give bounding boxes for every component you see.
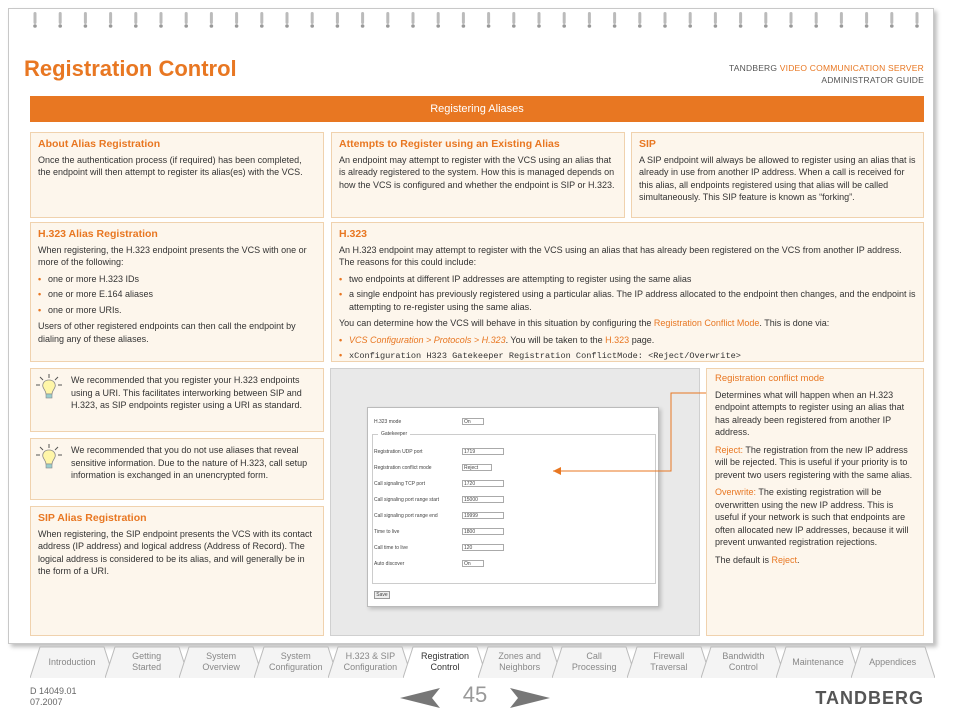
sip-box xyxy=(631,132,924,218)
tip-sensitive-text: We recommended that you do not use aliases that reveal sensitive information. Due to the nature of H.323, call setup information is exchanged in an unencrypted form. xyxy=(71,445,308,480)
registration-udp-port-field[interactable]: 1719 xyxy=(462,448,504,455)
binder-ring xyxy=(537,12,541,28)
binder-ring xyxy=(134,12,138,28)
about-alias-box xyxy=(30,132,324,218)
config-screenshot xyxy=(330,368,700,636)
list-item: • one or more H.323 IDs xyxy=(38,273,316,286)
binder-ring xyxy=(436,12,440,28)
conflict-mode-link[interactable]: Registration Conflict Mode xyxy=(653,318,760,328)
section-banner: Registering Aliases xyxy=(30,96,924,122)
call-time-to-live-field[interactable]: 120 xyxy=(462,544,504,551)
brand-guide: ADMINISTRATOR GUIDE xyxy=(821,75,924,85)
h323-config-text: You can determine how the VCS will behave in this situation by configuring the Registration Conflict Mode. This is done via: xyxy=(339,318,830,328)
tab-registration-control[interactable] xyxy=(403,646,487,678)
tab-label: Bandwidth Control xyxy=(722,651,765,672)
port-range-end-field[interactable]: 19999 xyxy=(462,512,504,519)
tab-system-overview[interactable] xyxy=(179,646,263,678)
tab-label: Firewall Traversal xyxy=(650,651,688,672)
callout-title: Registration conflict mode xyxy=(715,373,825,384)
call-signaling-tcp-port-field[interactable]: 1720 xyxy=(462,480,504,487)
tab-zones-and-neighbors[interactable] xyxy=(478,646,562,678)
tab-getting-started[interactable] xyxy=(105,646,189,678)
registration-conflict-mode-select[interactable]: Reject xyxy=(462,464,492,471)
binder-ring xyxy=(386,12,390,28)
h323-path-list xyxy=(339,334,916,363)
binder-ring xyxy=(789,12,793,28)
h323-mode-label: H.323 mode xyxy=(374,419,402,425)
h323-alias-box xyxy=(30,222,324,362)
document-id: D 14049.01 07.2007 xyxy=(30,686,77,707)
binder-rings xyxy=(29,9,929,31)
sipreg-text: When registering, the SIP endpoint presents the VCS with its contact address (IP address) and logical address (Address of Record). The logical address is considered to be its alias, and will generally be in the form of a URI. xyxy=(38,528,312,576)
tab-label: Getting Started xyxy=(132,651,162,672)
setting-label: Call signaling port range end xyxy=(374,513,438,519)
config-path-link[interactable]: VCS Configuration > Protocols > H.323 xyxy=(349,334,506,345)
binder-ring xyxy=(260,12,264,28)
binder-ring xyxy=(411,12,415,28)
tab-label: Zones and Neighbors xyxy=(498,651,541,672)
binder-ring xyxy=(184,12,188,28)
tab-label: System Configuration xyxy=(269,651,323,672)
save-button[interactable]: Save xyxy=(374,591,390,599)
sip-text: A SIP endpoint will always be allowed to register using an alias that is already in use from another IP address. When a call is received for this alias, all endpoints registered using that alias will be called simultaneously. This SIP feature is known as “forking”. xyxy=(639,154,916,202)
tab-appendices[interactable] xyxy=(851,646,935,678)
page-number: 45 xyxy=(462,682,488,707)
page-title: Registration Control xyxy=(24,56,237,81)
tab-introduction[interactable] xyxy=(30,646,114,678)
binder-ring xyxy=(285,12,289,28)
gatekeeper-group-label: Gatekeeper xyxy=(378,430,410,438)
setting-label: Auto discover xyxy=(374,561,405,567)
tab-call-processing[interactable] xyxy=(552,646,636,678)
binder-ring xyxy=(109,12,113,28)
binder-ring xyxy=(235,12,239,28)
binder-ring xyxy=(663,12,667,28)
tab-label: Call Processing xyxy=(571,651,617,672)
binder-ring xyxy=(890,12,894,28)
brand-company: TANDBERG xyxy=(729,63,778,73)
chapter-tabs xyxy=(30,646,926,678)
setting-label: Time to live xyxy=(374,529,400,535)
binder-ring xyxy=(613,12,617,28)
brand-product: VIDEO COMMUNICATION SERVER xyxy=(779,63,924,73)
tab-label: Maintenance xyxy=(792,656,844,667)
h323-intro: An H.323 endpoint may attempt to register with the VCS using an alias that has already been registered on the VCS from another IP address. The reasons for this could include: xyxy=(339,244,902,267)
tip-uri-text: We recommended that you register your H.323 endpoints using a URI. This facilitates interworking between SIP and H.323, as SIP endpoints register using a URI as standard. xyxy=(71,375,302,410)
binder-ring xyxy=(588,12,592,28)
lightbulb-icon xyxy=(35,373,63,401)
callout-intro: Determines what will happen when an H.323 endpoint attempts to register using an alias that has already been registered from another IP address. xyxy=(715,389,905,437)
callout-default: The default is Reject. xyxy=(715,554,800,565)
about-heading: About Alias Registration xyxy=(38,138,161,150)
cli-command: xConfiguration H323 Gatekeeper Registration ConflictMode: <Reject/Overwrite> xyxy=(349,351,741,361)
h323-box xyxy=(331,222,924,362)
h323-list xyxy=(339,273,916,314)
tab-bandwidth-control[interactable] xyxy=(701,646,785,678)
h323-heading: H.323 xyxy=(339,228,368,240)
conflict-mode-callout xyxy=(706,368,924,636)
binder-ring xyxy=(210,12,214,28)
tab-label: System Overview xyxy=(202,651,240,672)
binder-ring xyxy=(915,12,919,28)
time-to-live-field[interactable]: 1800 xyxy=(462,528,504,535)
tandberg-logo: TANDBERG xyxy=(815,688,924,708)
callout-reject: Reject: The registration from the new IP address will be rejected. This is useful if your priority is to prevent two users registering with the same alias. xyxy=(715,444,913,480)
binder-ring xyxy=(562,12,566,28)
setting-label: Registration conflict mode xyxy=(374,465,432,471)
setting-label: Call signaling TCP port xyxy=(374,481,425,487)
tab-firewall-traversal[interactable] xyxy=(627,646,711,678)
tab-label: Introduction xyxy=(48,656,96,667)
auto-discover-select[interactable]: On xyxy=(462,560,484,567)
tab-maintenance[interactable] xyxy=(776,646,860,678)
tip-box-sensitive xyxy=(30,438,324,500)
next-page-arrow-icon[interactable] xyxy=(510,688,550,708)
binder-ring xyxy=(159,12,163,28)
setting-label: Call time to live xyxy=(374,545,408,551)
brand-header xyxy=(729,62,924,86)
binder-ring xyxy=(310,12,314,28)
list-item xyxy=(339,349,916,363)
binder-ring xyxy=(714,12,718,28)
list-item: • one or more E.164 aliases xyxy=(38,288,316,301)
binder-ring xyxy=(512,12,516,28)
sipreg-heading: SIP Alias Registration xyxy=(38,512,147,524)
sip-alias-box xyxy=(30,506,324,636)
callout-arrow xyxy=(331,369,701,637)
binder-ring xyxy=(84,12,88,28)
attempts-heading: Attempts to Register using an Existing Alias xyxy=(339,138,560,150)
setting-label: Registration UDP port xyxy=(374,449,423,455)
h323-page-link[interactable]: H.323 xyxy=(605,334,630,345)
tab-label: H.323 & SIP Configuration xyxy=(343,651,398,672)
setting-label: Call signaling port range start xyxy=(374,497,440,503)
binder-ring xyxy=(361,12,365,28)
binder-ring xyxy=(764,12,768,28)
tip-box-uri xyxy=(30,368,324,432)
list-item: • a single endpoint has previously registered using a particular alias. The IP address allocated to the endpoint then changes, and the endpoint is attempting to re-register using the same alias. xyxy=(339,288,916,313)
binder-ring xyxy=(462,12,466,28)
port-range-start-field[interactable]: 15000 xyxy=(462,496,504,503)
binder-ring xyxy=(814,12,818,28)
h323reg-outro: Users of other registered endpoints can then call the endpoint by dialing any of these aliases. xyxy=(38,321,296,344)
callout-overwrite: Overwrite: The existing registration will be overwritten using the new IP address. This is useful if your network is such that endpoints are often allocated new IP addresses, because it will prevent unwanted registration rejections. xyxy=(715,487,909,547)
binder-ring xyxy=(688,12,692,28)
binder-ring xyxy=(638,12,642,28)
tab-label: Registration Control xyxy=(420,651,470,672)
tab-system-configuration[interactable] xyxy=(254,646,338,678)
about-text: Once the authentication process (if required) has been completed, the endpoint will then attempt to register its alias(es) with the VCS. xyxy=(38,154,303,177)
binder-ring xyxy=(865,12,869,28)
binder-ring xyxy=(739,12,743,28)
lightbulb-icon xyxy=(35,443,63,471)
h323reg-list xyxy=(38,273,316,317)
previous-page-arrow-icon[interactable] xyxy=(400,688,440,708)
tab-label: Appendices xyxy=(869,656,917,667)
attempts-box xyxy=(331,132,625,218)
binder-ring xyxy=(33,12,37,28)
h323-mode-select[interactable]: On xyxy=(462,418,484,425)
tab-h-323-sip-configuration[interactable] xyxy=(328,646,412,678)
binder-ring xyxy=(58,12,62,28)
list-item: • VCS Configuration > Protocols > H.323. You will be taken to the H.323 page. xyxy=(339,334,916,347)
h323reg-heading: H.323 Alias Registration xyxy=(38,228,158,240)
h323reg-intro: When registering, the H.323 endpoint presents the VCS with one or more of the following: xyxy=(38,244,307,267)
list-item: • one or more URIs. xyxy=(38,304,316,317)
list-item: • two endpoints at different IP addresses are attempting to register using the same alias xyxy=(339,273,916,286)
binder-ring xyxy=(487,12,491,28)
attempts-text: An endpoint may attempt to register with the VCS using an alias that is already registered to the system. How this is managed depends on how the VCS is configured and whether the endpoint is SIP or H.323. xyxy=(339,154,615,190)
binder-ring xyxy=(336,12,340,28)
binder-ring xyxy=(840,12,844,28)
sip-heading: SIP xyxy=(639,138,656,150)
